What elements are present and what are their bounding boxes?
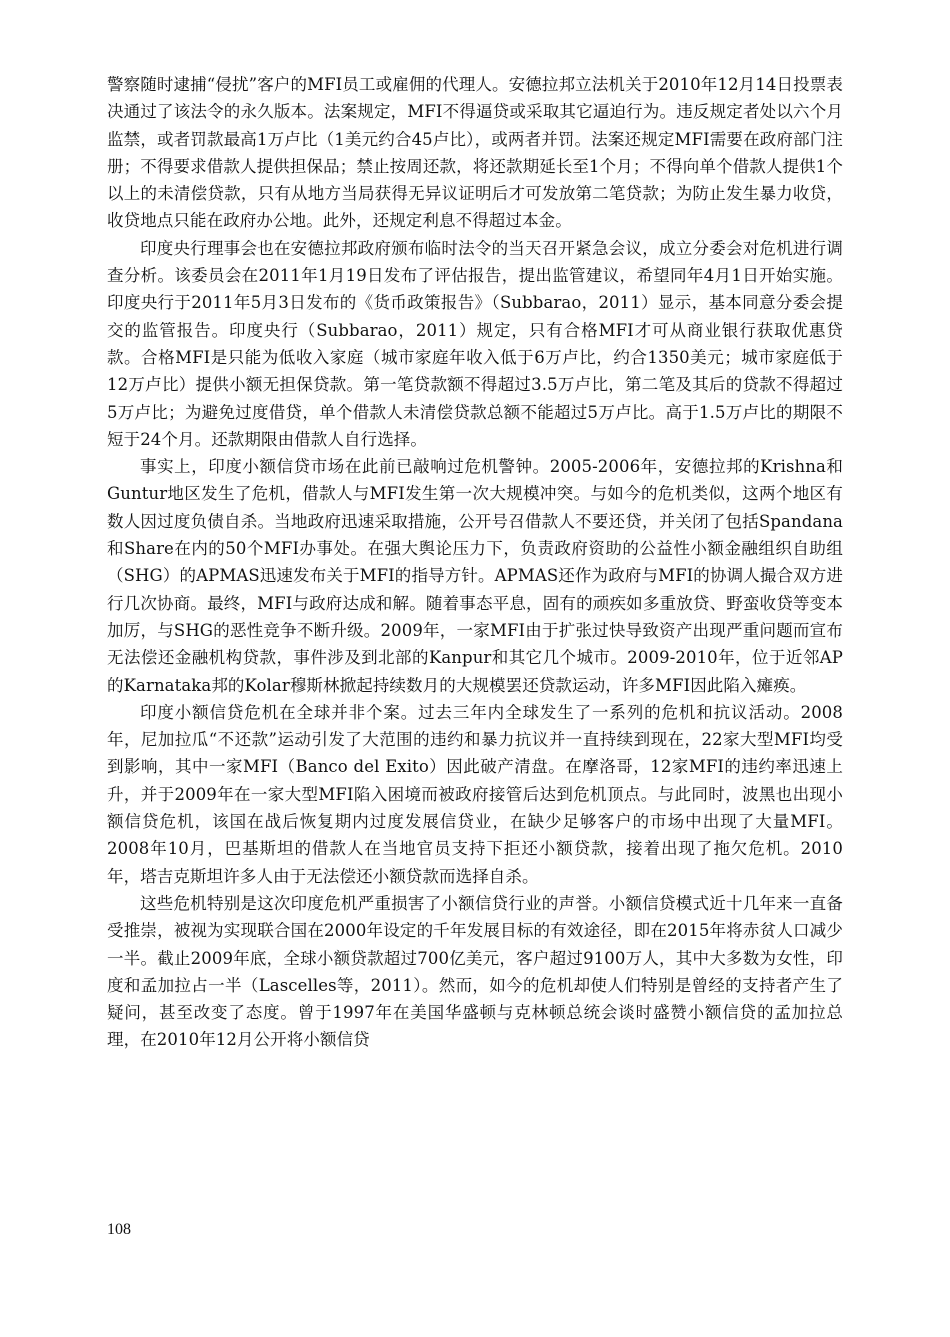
page-number: 108 <box>107 1221 131 1238</box>
paragraph-2: 印度央行理事会也在安德拉邦政府颁布临时法令的当天召开紧急会议，成立分委会对危机进行调查分析。该委员会在2011年1月19日发布了评估报告，提出监管建议，希望同年4月1日开始实施。印度央行于2011年5月3日发布的《货币政策报告》（Subbarao，2011）显示，基本同意分委会提交的监管报告。印度央行（Subbarao，2011）规定，只有合格MFI才可从商业银行获取优惠贷款。合格MFI是只能为低收入家庭（城市家庭年收入低于6万卢比，约合1350美元；城市家庭低于12万卢比）提供小额无担保贷款。第一笔贷款额不得超过3.5万卢比，第二笔及其后的贷款不得超过5万卢比；为避免过度借贷，单个借款人未清偿贷款总额不能超过5万卢比。高于1.5万卢比的期限不短于24个月。还款期限由借款人自行选择。 <box>107 238 843 449</box>
paragraph-3: 事实上，印度小额信贷市场在此前已敲响过危机警钟。2005-2006年，安德拉邦的Krishna和Guntur地区发生了危机，借款人与MFI发生第一次大规模冲突。与如今的危机类似，这两个地区有数人因过度负债自杀。当地政府迅速采取措施，公开号召借款人不要还贷，并关闭了包括Spandana和Share在内的50个MFI办事处。在强大舆论压力下，负责政府资助的公益性小额金融组织自助组（SHG）的APMAS迅速发布关于MFI的指导方针。APMAS还作为政府与MFI的协调人撮合双方进行几次协商。最终，MFI与政府达成和解。随着事态平息，固有的顽疾如多重放贷、野蛮收贷等变本加厉，与SHG的恶性竞争不断升级。2009年，一家MFI由于扩张过快导致资产出现严重问题而宣布无法偿还金融机构贷款，事件涉及到北部的Kanpur和其它几个城市。2009-2010年，位于近邻AP的Karnataka邦的Kolar穆斯林掀起持续数月的大规模罢还贷款运动，许多MFI因此陷入瘫痪。 <box>107 457 843 695</box>
paragraph-5: 这些危机特别是这次印度危机严重损害了小额信贷行业的声誉。小额信贷模式近十几年来一直备受推崇，被视为实现联合国在2000年设定的千年发展目标的有效途径，即在2015年将赤贫人口减少一半。截止2009年底，全球小额贷款超过700亿美元，客户超过9100万人，其中大多数为女性，印度和孟加拉占一半（Lascelles等，2011）。然而，如今的危机却使人们特别是曾经的支持者产生了疑问，甚至改变了态度。曾于1997年在美国华盛顿与克林顿总统会谈时盛赞小额信贷的孟加拉总理，在2010年12月公开将小额信贷 <box>107 893 843 1050</box>
body-text <box>107 71 843 1054</box>
paragraph-1: 警察随时逮捕“侵扰”客户的MFI员工或雇佣的代理人。安德拉邦立法机关于2010年12月14日投票表决通过了该法令的永久版本。法案规定，MFI不得逼贷或采取其它逼迫行为。违反规定者处以六个月监禁，或者罚款最高1万卢比（1美元约合45卢比），或两者并罚。法案还规定MFI需要在政府部门注册；不得要求借款人提供担保品；禁止按周还款，将还款期延长至1个月；不得向单个借款人提供1个以上的未清偿贷款，只有从地方当局获得无异议证明后才可发放第二笔贷款；为防止发生暴力收贷，收贷地点只能在政府办公地。此外，还规定利息不得超过本金。 <box>107 75 843 231</box>
paragraph-4: 印度小额信贷危机在全球并非个案。过去三年内全球发生了一系列的危机和抗议活动。2008年，尼加拉瓜“不还款”运动引发了大范围的违约和暴力抗议并一直持续到现在，22家大型MFI均受到影响，其中一家MFI（Banco del Exito）因此破产清盘。在摩洛哥，12家MFI的违约率迅速上升，并于2009年在一家大型MFI陷入困境而被政府接管后达到危机顶点。与此同时，波黑也出现小额信贷危机，该国在战后恢复期内过度发展信贷业，在缺少足够客户的市场中出现了大量MFI。2008年10月，巴基斯坦的借款人在当地官员支持下拒还小额贷款，接着出现了拖欠危机。2010年，塔吉克斯坦许多人由于无法偿还小额贷款而选择自杀。 <box>107 702 843 886</box>
